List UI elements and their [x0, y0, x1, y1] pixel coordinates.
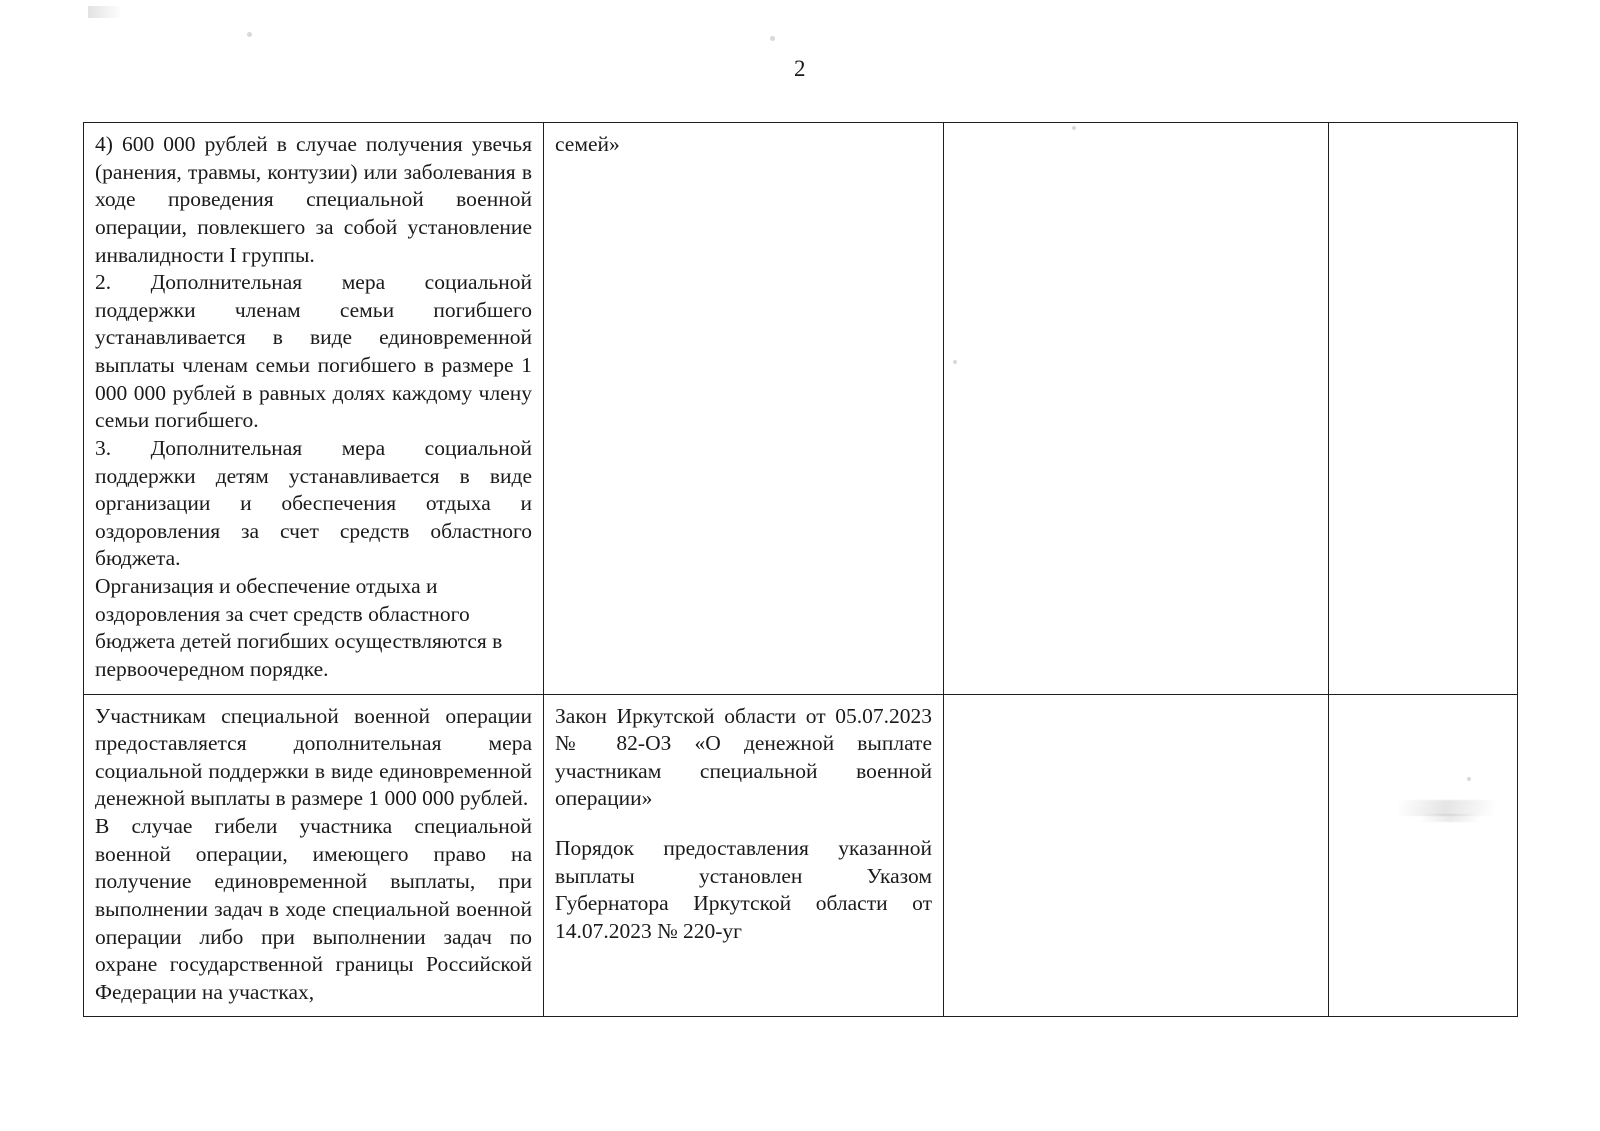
table-cell-basis: [544, 123, 944, 695]
table-row: [84, 123, 1518, 695]
table-cell-third: [944, 123, 1329, 695]
paragraph: Закон Иркутской области от 05.07.2023 № 82-ОЗ «О денежной выплате участникам специальной военной операции»: [555, 703, 932, 811]
paragraph: Порядок предоставления указанной выплаты установлен Указом Губернатора Иркутской области от 14.07.2023 № 220-уг: [555, 836, 932, 943]
table-cell-measure: [84, 123, 544, 695]
paragraph: Участникам специальной военной операции предоставляется дополнительная мера социальной поддержки в виде единовременной денежной выплаты в размере 1 000 000 рублей.: [95, 703, 532, 811]
paragraph: 2. Дополнительная мера социальной поддержки членам семьи погибшего устанавливается в виде единовременной выплаты членам семьи погибшего в размере 1 000 000 рублей в равных долях каждому члену семьи погибшего.: [95, 270, 532, 433]
page-number: 2: [794, 56, 806, 81]
table-cell-fourth: [1329, 123, 1518, 695]
paragraph: семей»: [555, 132, 620, 156]
scan-corner-artifact: [88, 6, 122, 18]
table-row: [84, 694, 1518, 1017]
paragraph: Организация и обеспечение отдыха и оздоровления за счет средств областного бюджета детей погибших осуществляются в первоочередном порядке.: [95, 574, 503, 681]
table-cell-basis: [544, 694, 944, 1017]
table-cell-fourth: [1329, 694, 1518, 1017]
paragraph: 3. Дополнительная мера социальной поддержки детям устанавливается в виде организации и обеспечения отдыха и оздоровления за счет средств областного бюджета.: [95, 435, 532, 571]
table-cell-third: [944, 694, 1329, 1017]
scan-speck: [770, 36, 775, 41]
document-table: [83, 122, 1518, 1017]
table-cell-measure: [84, 694, 544, 1017]
scan-speck: [247, 32, 252, 37]
paragraph: В случае гибели участника специальной военной операции, имеющего право на получение единовременной выплаты, при выполнении задач в ходе специальной военной операции либо при выполнении задач по охране государственной границы Российской Федерации на участках,: [95, 814, 532, 1004]
paragraph: 4) 600 000 рублей в случае получения увечья (ранения, травмы, контузии) или заболевания в ходе проведения специальной военной операции, повлекшего за собой установление инвалидности I группы.: [95, 132, 532, 267]
